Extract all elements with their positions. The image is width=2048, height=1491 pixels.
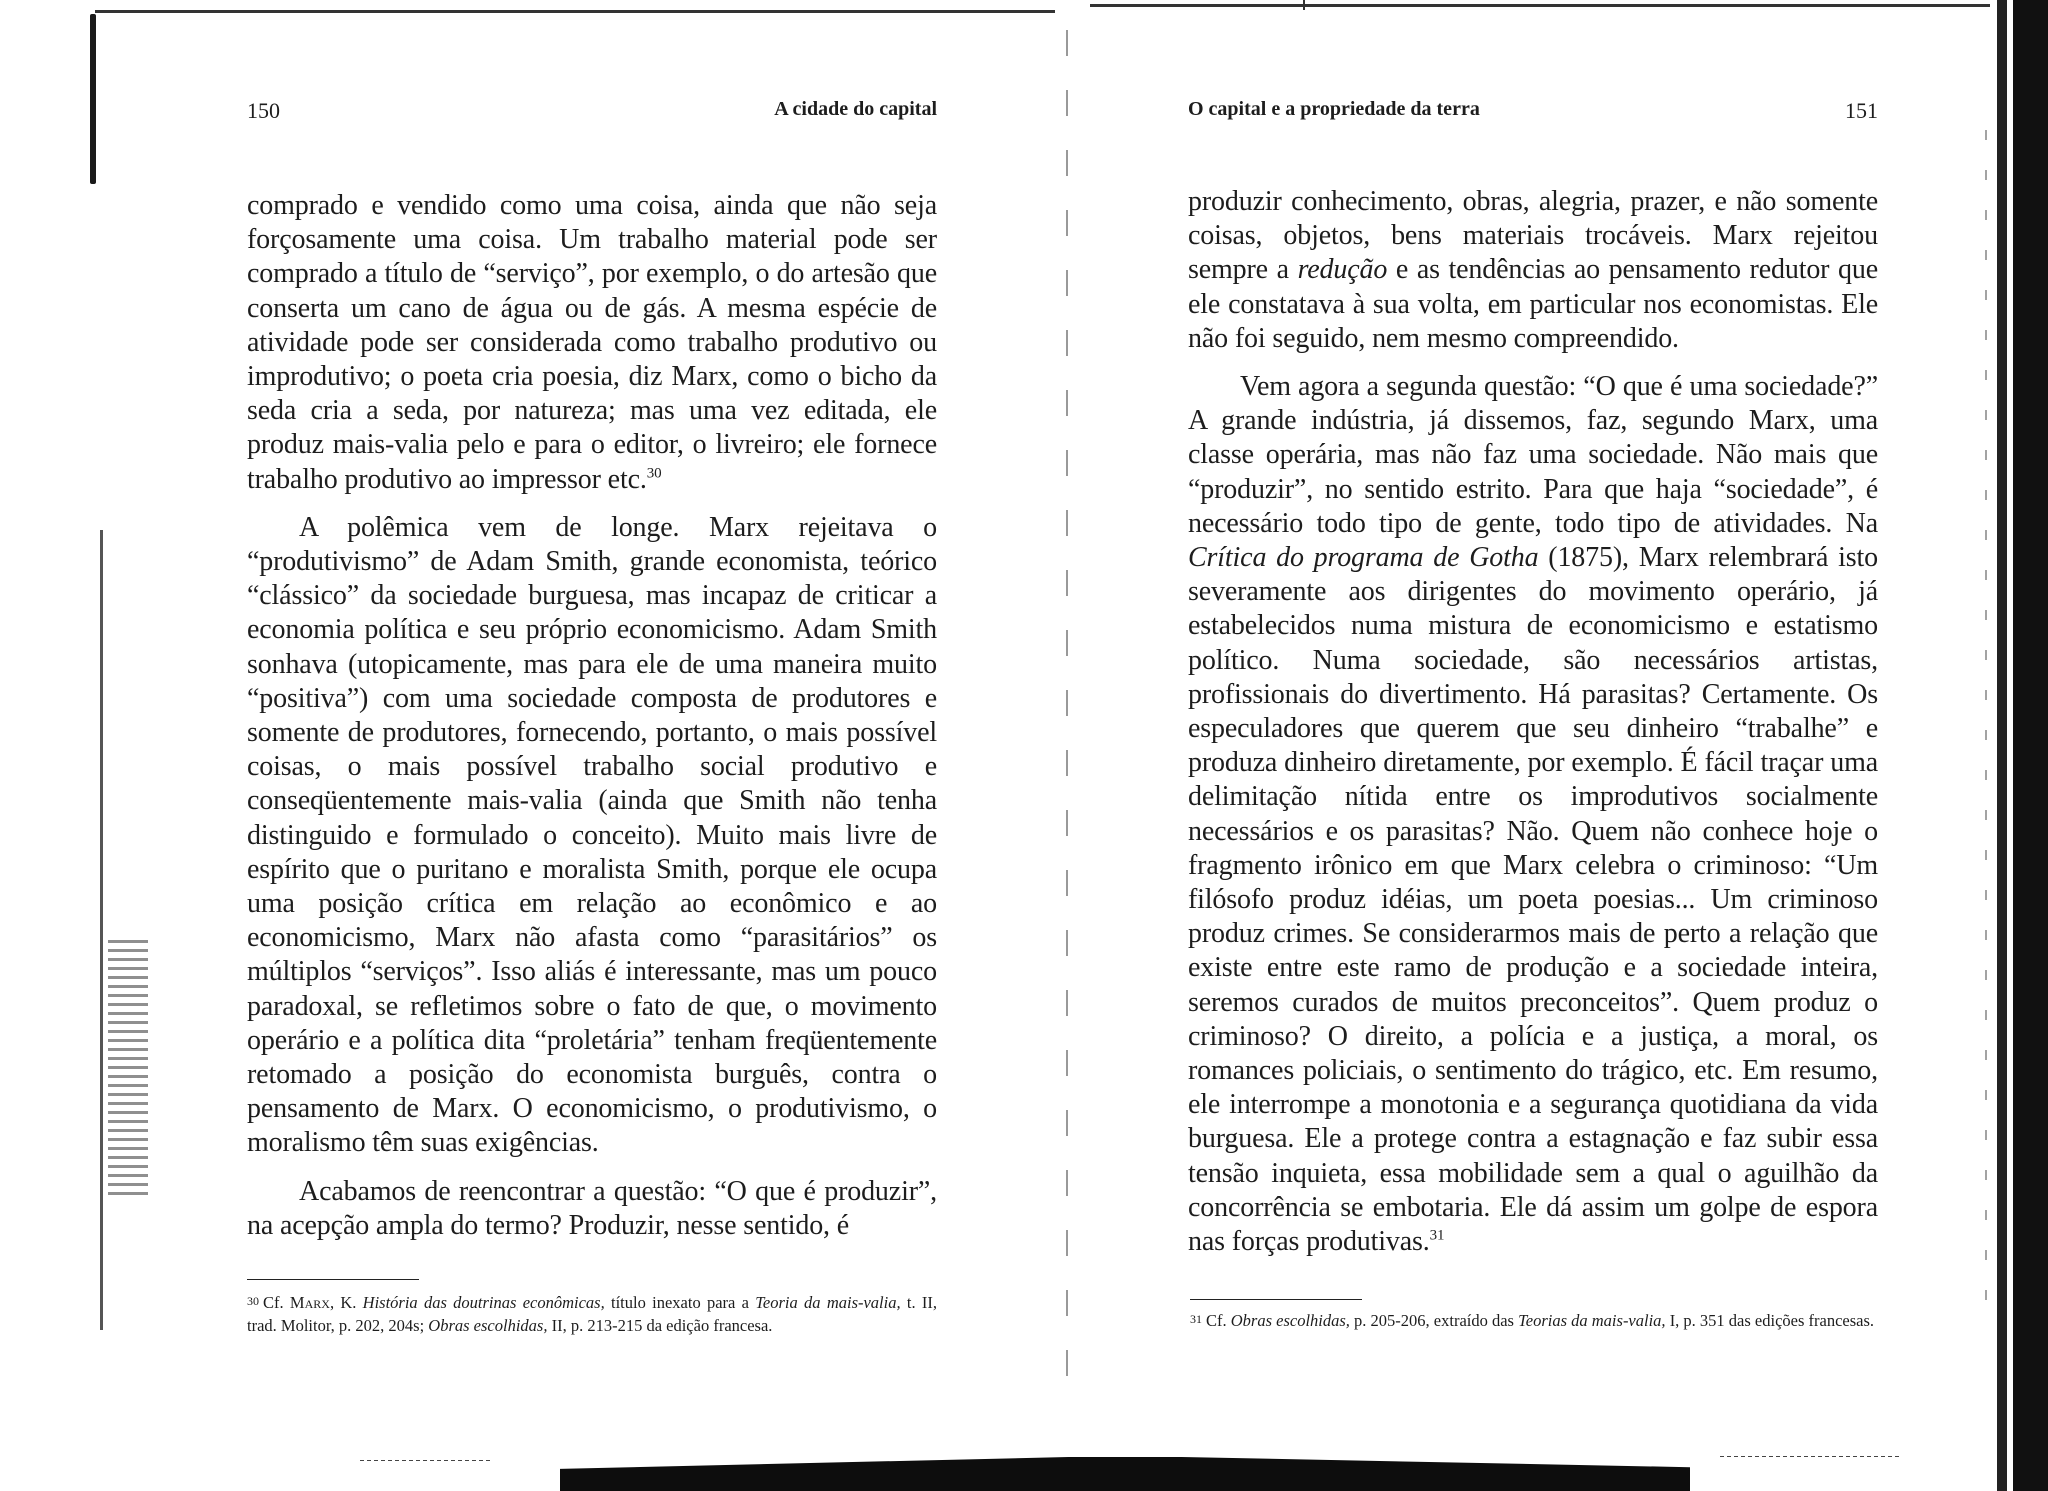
- gutter: [1066, 30, 1068, 1400]
- paragraph: [247, 189, 937, 497]
- left-page-number: 150: [247, 98, 280, 123]
- scan-mark-bottom-left: [360, 1460, 490, 1461]
- footnote: [1190, 1308, 1880, 1332]
- footnote: [247, 1290, 937, 1337]
- text-run: , K.: [329, 1293, 363, 1312]
- paragraph: [247, 511, 937, 1161]
- italic-text: Obras escolhidas,: [428, 1316, 548, 1335]
- italic-text: Obras escolhidas,: [1230, 1311, 1350, 1330]
- paragraph: [1188, 185, 1878, 356]
- scan-mark-bottom-right: [1720, 1456, 1900, 1457]
- author-name: Marx: [289, 1293, 330, 1312]
- right-page-header: [1188, 98, 1878, 128]
- text-run: I, p. 351 das edições francesas.: [1665, 1311, 1875, 1330]
- left-page-body: [247, 189, 937, 1243]
- scan-edge-right: [1995, 0, 2048, 1491]
- text-run: Acabamos de reencontrar a questão: “O que é produzir”, na acepção ampla do termo? Produzir, nesse sentido, é: [247, 1175, 937, 1241]
- scan-edge-left: [90, 14, 96, 184]
- scan-page-edges: [108, 940, 148, 1200]
- text-run: produzir conhecimento, obras, alegria, prazer, e não somente coisas, objetos, bens materiais trocáveis. Marx rejeitou sempre a: [1188, 186, 1878, 286]
- text-run: II, p. 213-215 da edição francesa.: [547, 1316, 773, 1335]
- text-run: comprado e vendido como uma coisa, ainda que não seja forçosamente uma coisa. Um trabalho material pode ser comprado a título de “serviço”, por exemplo, o do artesão que conserta um cano de água ou de gás. A mesma espécie de atividade pode ser considerada como trabalho produtivo ou improdutivo; o poeta cria poesia, diz Marx, como o bicho da seda cria a seda, por natureza; mas uma vez editada, ele produz mais-valia pelo e para o editor, o livreiro; ele fornece trabalho produtivo ao impressor etc.: [247, 190, 937, 495]
- text-run: A polêmica vem de longe. Marx rejeitava o “produtivismo” de Adam Smith, grande economista, teórico “clássico” da sociedade burguesa, mas incapaz de criticar a economia política e seu próprio economicismo. Adam Smith sonhava (utopicamente, mas para ele de uma maneira muito “positiva”) com uma sociedade composta de produtores e somente de produtores, fornecendo, portanto, o mais possível coisas, o mais possível trabalho social produtivo e conseqüentemente mais-valia (ainda que Smith não tenha distinguido e formulado o conceito). Muito mais livre de espírito que o puritano e moralista Smith, porque ele ocupa uma posição crítica em relação ao econômico e ao economicismo, Marx não afasta como “parasitários” os múltiplos “serviços”. Isso aliás é interessante, mas um pouco paradoxal, se refletimos sobre o fato de que, o movimento operário e a política dita “proletária” tenham freqüentemente retomado a posição do economista burguês, contra o pensamento de Marx. O economicismo, o produtivismo, o moralismo têm suas exigências.: [247, 511, 937, 1159]
- scan-edge-right-line: [1985, 130, 1987, 1330]
- paragraph: [1188, 370, 1878, 1259]
- text-run: p. 205-206, extraído das: [1349, 1311, 1519, 1330]
- footnote-ref: 31: [1429, 1227, 1445, 1244]
- text-run: Vem agora a segunda questão: “O que é uma sociedade?” A grande indústria, já dissemos, faz, segundo Marx, uma classe operária, mas não faz uma sociedade. Não mais que “produzir”, no sentido estrito. Para que haja “sociedade”, é necessário todo tipo de gente, todo tipo de atividades. Na: [1188, 371, 1878, 539]
- text-run: título inexato para a: [604, 1293, 756, 1312]
- text-run: t. II, trad. Molitor, p. 202, 204s;: [247, 1293, 937, 1335]
- footnote-number: 31: [1190, 1312, 1202, 1326]
- footnote-ref: 30: [646, 465, 662, 482]
- footnote-rule: [1190, 1299, 1362, 1300]
- italic-text: Crítica do programa de Gotha: [1188, 542, 1539, 574]
- right-page-number: 151: [1845, 98, 1878, 123]
- scan-edge-top-right: [1090, 4, 1990, 7]
- paragraph: [247, 1175, 937, 1243]
- italic-text: Teorias da mais-valia,: [1518, 1311, 1666, 1330]
- text-run: e as tendências ao pensamento redutor que ele constatava à sua volta, em particular nos economistas. Ele não foi seguido, nem mesmo compreendido.: [1188, 254, 1878, 354]
- scan-mark: [1303, 0, 1305, 10]
- italic-text: redução: [1297, 254, 1388, 286]
- scan-edge-left-line: [100, 530, 103, 1330]
- italic-text: História das doutrinas econômicas,: [362, 1293, 605, 1312]
- scan-edge-top-left: [95, 10, 1055, 13]
- text-run: (1875), Marx relembrará isto severamente aos dirigentes do movimento operário, já estabelecidos numa mistura de economicismo e estatismo político. Numa sociedade, são necessários artistas, profissionais do divertimento. Há parasitas? Certamente. Os especuladores que querem que seu dinheiro “trabalhe” e produza dinheiro diretamente, por exemplo. É fácil traçar uma delimitação nítida entre os improdutivos socialmente necessários e os parasitas? Não. Quem não conhece hoje o fragmento irônico em que Marx celebra o criminoso: “Um filósofo produz idéias, um poeta poesias... Um criminoso produz crimes. Se considerarmos mais de perto a relação que existe entre este ramo de produção e a sociedade inteira, seremos curados de muitos preconceitos”. Quem produz o criminoso? O direito, a polícia e a justiça, a moral, os romances policiais, o sentimento do trágico, etc. Em resumo, ele interrompe a monotonia e a segurança quotidiana da vida burguesa. Ele a protege contra a estagnação e faz subir essa tensão inquieta, essa mobilidade sem a qual o aguilhão da concorrência se embotaria. Ele dá assim um golpe de espora nas forças produtivas.: [1188, 542, 1878, 1258]
- left-running-head: A cidade do capital: [774, 98, 937, 120]
- scan-edge-bottom: [560, 1457, 1690, 1491]
- text-run: Cf.: [263, 1293, 290, 1312]
- italic-text: Teoria da mais-valia,: [755, 1293, 901, 1312]
- footnote-number: 30: [247, 1294, 259, 1308]
- text-run: Cf.: [1206, 1311, 1231, 1330]
- footnote-rule: [247, 1279, 419, 1280]
- left-page-header: [247, 98, 937, 128]
- right-running-head: O capital e a propriedade da terra: [1188, 98, 1480, 120]
- right-page-body: [1188, 185, 1878, 1259]
